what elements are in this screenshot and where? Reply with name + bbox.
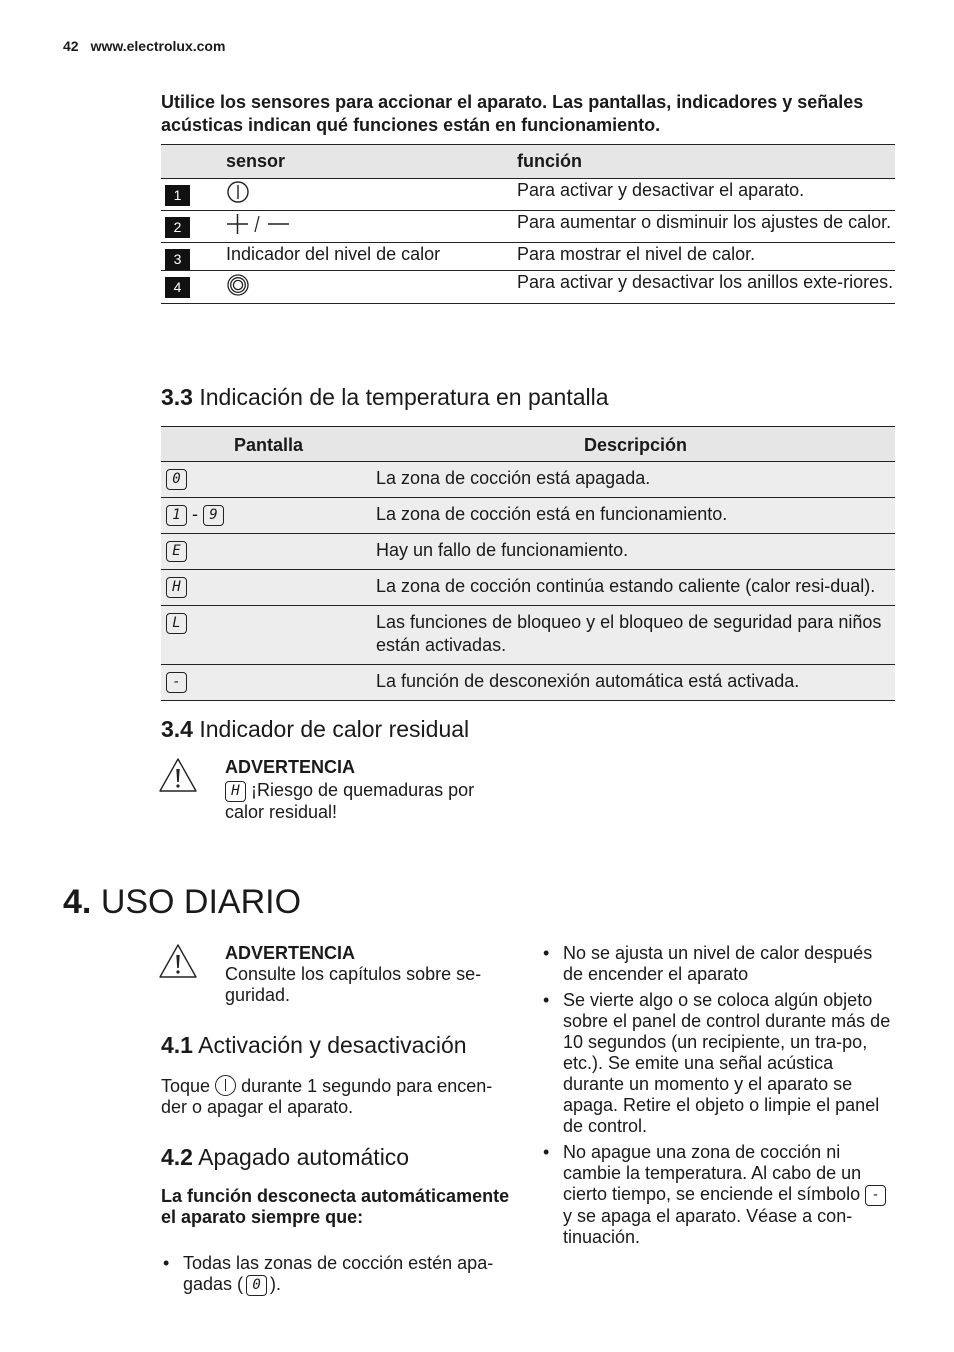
header-sensor: sensor [226, 151, 286, 171]
sensor-table [161, 144, 895, 304]
section-4-2-lead: La función desconecta automáticamente el aparato siempre que: [161, 1186, 510, 1227]
display-symbol: 0 [166, 469, 187, 490]
row-number-badge: 4 [165, 277, 190, 298]
power-icon [215, 1075, 236, 1096]
section-title: Activación y desactivación [198, 1032, 467, 1058]
section-number: 3.4 [161, 716, 193, 742]
list-item: • No se ajusta un nivel de calor después de encender el aparato [541, 943, 891, 985]
section-title: Apagado automático [198, 1144, 410, 1170]
header-function: función [517, 151, 582, 171]
sensor-text: Indicador del nivel de calor [226, 243, 517, 271]
description-text: Hay un fallo de funcionamiento. [376, 540, 629, 560]
display-symbol: - [166, 672, 187, 693]
header-description: Descripción [583, 435, 688, 455]
display-table [161, 426, 895, 701]
display-symbol: 1 [166, 505, 187, 526]
display-symbol: H [225, 781, 246, 802]
table-row [161, 243, 895, 271]
double-ring-icon [226, 273, 250, 297]
display-symbol: E [166, 541, 187, 562]
section-3-4-heading [161, 716, 469, 743]
page-header [63, 38, 225, 54]
function-text: Para activar y desactivar el aparato. [517, 179, 895, 211]
left-bullet-list [161, 1253, 513, 1301]
section-4-1-heading [161, 1032, 467, 1059]
chapter-heading [63, 883, 301, 922]
warning-text: ¡Riesgo de quemaduras por calor residual! [225, 780, 475, 822]
section-4-2-heading [161, 1144, 409, 1171]
section-number: 3.3 [161, 384, 193, 410]
description-text: La zona de cocción continúa estando caliente (calor resi-dual). [376, 576, 876, 596]
website-link[interactable]: www.electrolux.com [90, 38, 226, 54]
table-row [161, 271, 895, 304]
warning-text: Consulte los capítulos sobre se-guridad. [225, 964, 482, 1005]
section-number: 4.2 [161, 1144, 193, 1170]
warning-title: ADVERTENCIA [225, 757, 356, 777]
warning-title: ADVERTENCIA [225, 943, 356, 963]
warning-icon [158, 943, 198, 979]
description-text: La zona de cocción está en funcionamiento. [376, 504, 728, 524]
display-table-header [161, 427, 895, 462]
row-number-badge: 2 [165, 217, 190, 238]
intro-text: Utilice los sensores para accionar el aparato. Las pantallas, indicadores y señales acústicas indican qué funciones están en funcionamiento. [161, 92, 864, 135]
page-number: 42 [63, 38, 79, 54]
table-row [161, 211, 895, 243]
function-text: Para activar y desactivar los anillos exte-riores. [517, 271, 895, 304]
plus-minus-icon [226, 212, 292, 236]
display-symbol: L [166, 613, 187, 634]
description-text: Las funciones de bloqueo y el bloqueo de seguridad para niños están activadas. [376, 612, 882, 655]
warning-block [225, 757, 515, 823]
warning-block [225, 943, 505, 1006]
table-row [161, 570, 895, 606]
section-title: Indicación de la temperatura en pantalla [199, 384, 609, 410]
chapter-number: 4. [63, 883, 92, 921]
right-bullet-list [541, 943, 891, 1253]
description-text: La función de desconexión automática está activada. [376, 671, 800, 691]
description-text: La zona de cocción está apagada. [376, 468, 651, 488]
row-number-badge: 3 [165, 249, 190, 270]
section-title: Indicador de calor residual [199, 716, 470, 742]
table-row [161, 665, 895, 701]
table-row [161, 179, 895, 211]
section-4-1-text: Toque durante 1 segundo para encen-der o apagar el aparato. [161, 1076, 493, 1117]
list-item: • No apague una zona de cocción ni cambie la temperatura. Al cabo de un cierto tiempo, se enciende el símbolo - y se apaga el aparato. Véase a con-tinuación. [541, 1142, 891, 1248]
display-symbol: 0 [246, 1275, 267, 1296]
function-text: Para mostrar el nivel de calor. [517, 243, 895, 271]
warning-icon [158, 757, 198, 793]
table-row [161, 534, 895, 570]
list-item: • Se vierte algo o se coloca algún objeto sobre el panel de control durante más de 10 segundos (un recipiente, un tra-po, etc.). Se emite una señal acústica durante un momento y el aparato se apaga. Retire el objeto o limpie el panel de control. [541, 990, 891, 1137]
display-symbol: H [166, 577, 187, 598]
display-symbol: 9 [203, 505, 224, 526]
table-row: 1 - 9 La zona de cocción está en funcionamiento. [161, 498, 895, 534]
sensor-table-header [161, 145, 895, 179]
display-symbol: - [865, 1185, 886, 1206]
chapter-title: USO DIARIO [100, 883, 302, 921]
table-row [161, 462, 895, 498]
header-display: Pantalla [233, 435, 304, 455]
list-item: • Todas las zonas de cocción estén apa-gadas ( 0 ). [161, 1253, 513, 1296]
table-row [161, 606, 895, 665]
row-number-badge: 1 [165, 185, 190, 206]
function-text: Para aumentar o disminuir los ajustes de calor. [517, 211, 895, 243]
power-icon [226, 180, 250, 204]
section-number: 4.1 [161, 1032, 193, 1058]
section-3-3-heading [161, 384, 609, 411]
